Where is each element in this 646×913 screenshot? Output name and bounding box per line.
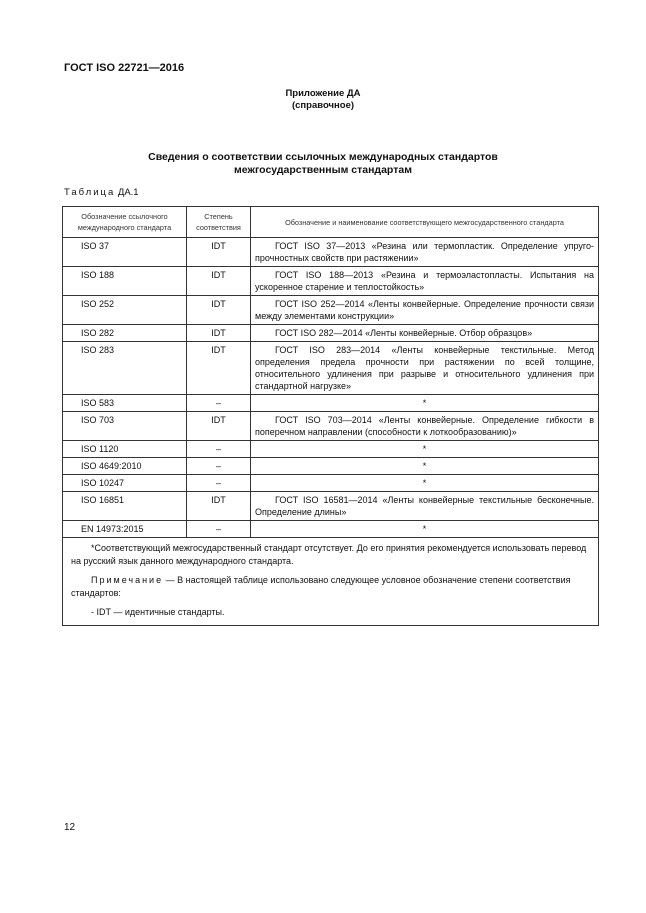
reference-standard: ISO 4649:2010 bbox=[63, 458, 187, 475]
national-standard: ГОСТ ISO 283—2014 «Ленты конвейерные текстильные. Метод определения предела прочности при растяжении по всей толщине, относительного удлинения при разрыве и относительного удлинения при стандартной нагрузке» bbox=[251, 342, 599, 395]
header-cell-degree: Степень соответствия bbox=[187, 207, 251, 238]
degree-of-correspondence: IDT bbox=[187, 238, 251, 267]
appendix-subtitle: (справочное) bbox=[291, 100, 355, 111]
national-standard: ГОСТ ISO 16581—2014 «Ленты конвейерные текстильные бесконечные. Определение длины» bbox=[251, 492, 599, 521]
table-note bbox=[71, 574, 590, 600]
correspondence-table bbox=[62, 206, 599, 626]
section-heading-line-1: Сведения о соответствии ссылочных международных стандартов bbox=[148, 151, 498, 163]
degree-of-correspondence: IDT bbox=[187, 325, 251, 342]
table-caption bbox=[64, 187, 139, 198]
national-standard: * bbox=[251, 395, 599, 412]
reference-standard: ISO 188 bbox=[63, 267, 187, 296]
reference-standard: ISO 10247 bbox=[63, 475, 187, 492]
degree-of-correspondence: IDT bbox=[187, 267, 251, 296]
document-code: ГОСТ ISO 22721—2016 bbox=[64, 62, 185, 74]
table-header-row bbox=[63, 207, 599, 238]
reference-standard: ISO 583 bbox=[63, 395, 187, 412]
table-row bbox=[63, 492, 599, 521]
degree-of-correspondence: – bbox=[187, 521, 251, 538]
header-cell-national: Обозначение и наименование соответствующего межгосударственного стандарта bbox=[251, 207, 599, 238]
degree-of-correspondence: IDT bbox=[187, 296, 251, 325]
degree-of-correspondence: IDT bbox=[187, 492, 251, 521]
degree-of-correspondence: – bbox=[187, 458, 251, 475]
reference-standard: ISO 703 bbox=[63, 412, 187, 441]
section-heading-line-2: межгосударственным стандартам bbox=[234, 164, 412, 176]
appendix-title: Приложение ДА bbox=[285, 88, 361, 99]
note-label: Примечание bbox=[91, 575, 164, 585]
national-standard: * bbox=[251, 458, 599, 475]
section-heading bbox=[0, 151, 646, 177]
header-cell-reference: Обозначение ссылочного международного стандарта bbox=[63, 207, 187, 238]
appendix-header bbox=[0, 88, 646, 112]
degree-of-correspondence: IDT bbox=[187, 412, 251, 441]
reference-standard: ISO 283 bbox=[63, 342, 187, 395]
table-row bbox=[63, 521, 599, 538]
table-row bbox=[63, 267, 599, 296]
national-standard: ГОСТ ISO 703—2014 «Ленты конвейерные. Определение гибкости в поперечном направлении (способности к лоткообразованию)» bbox=[251, 412, 599, 441]
national-standard: * bbox=[251, 521, 599, 538]
table-row bbox=[63, 395, 599, 412]
table-row bbox=[63, 296, 599, 325]
table-row bbox=[63, 458, 599, 475]
table-row bbox=[63, 325, 599, 342]
degree-of-correspondence: – bbox=[187, 475, 251, 492]
table-row bbox=[63, 475, 599, 492]
table-caption-word: Таблица bbox=[64, 187, 116, 198]
national-standard: ГОСТ ISO 188—2013 «Резина и термоэластопласты. Испытания на ускоренное старение и теплостойкость» bbox=[251, 267, 599, 296]
note-text: — В настоящей таблице использовано следующее условное обозначение степени соответствия стандартов: bbox=[71, 575, 571, 598]
reference-standard: ISO 1120 bbox=[63, 441, 187, 458]
reference-standard: ISO 252 bbox=[63, 296, 187, 325]
table-footnote: *Соответствующий межгосударственный стандарт отсутствует. До его принятия рекомендуется использовать перевод на русский язык данного международного стандарта. bbox=[71, 543, 587, 566]
national-standard: * bbox=[251, 441, 599, 458]
degree-of-correspondence: – bbox=[187, 441, 251, 458]
degree-of-correspondence: IDT bbox=[187, 342, 251, 395]
degree-of-correspondence: – bbox=[187, 395, 251, 412]
table-caption-id: ДА.1 bbox=[117, 187, 139, 198]
national-standard: ГОСТ ISO 37—2013 «Резина или термопластик. Определение упруго-прочностных свойств при растяжении» bbox=[251, 238, 599, 267]
table-notes bbox=[63, 538, 599, 626]
reference-standard: ISO 37 bbox=[63, 238, 187, 267]
reference-standard: ISO 282 bbox=[63, 325, 187, 342]
reference-standard: EN 14973:2015 bbox=[63, 521, 187, 538]
table-row bbox=[63, 238, 599, 267]
national-standard: ГОСТ ISO 252—2014 «Ленты конвейерные. Определение прочности связи между элементами конструкции» bbox=[251, 296, 599, 325]
note-list-item: - IDT — идентичные стандарты. bbox=[91, 607, 225, 617]
table-row bbox=[63, 441, 599, 458]
page-number: 12 bbox=[64, 822, 76, 833]
reference-standard: ISO 16851 bbox=[63, 492, 187, 521]
national-standard: ГОСТ ISO 282—2014 «Ленты конвейерные. Отбор образцов» bbox=[251, 325, 599, 342]
table-notes-row bbox=[63, 538, 599, 626]
table-row bbox=[63, 342, 599, 395]
table-row bbox=[63, 412, 599, 441]
national-standard: * bbox=[251, 475, 599, 492]
